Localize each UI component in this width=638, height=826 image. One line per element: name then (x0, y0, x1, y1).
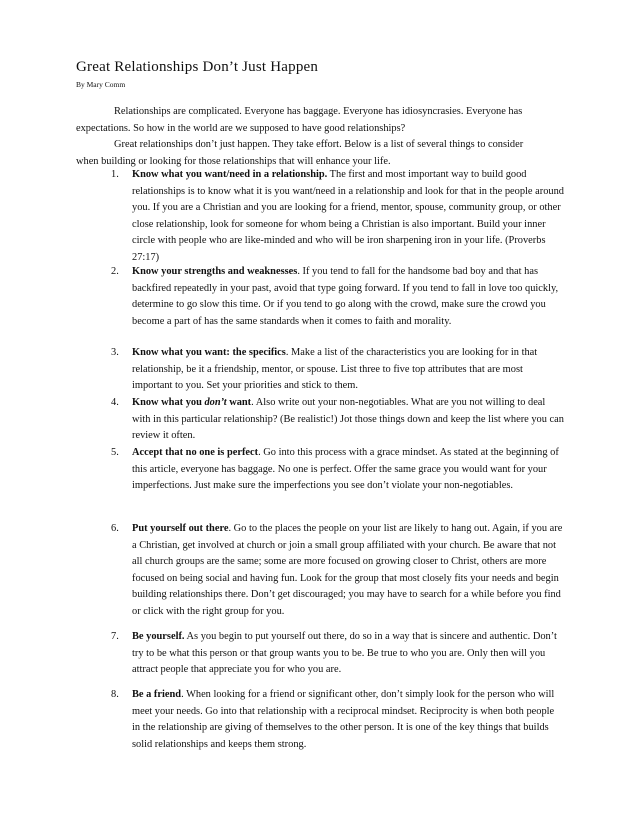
intro-paragraph-1: Relationships are complicated. Everyone has baggage. Everyone has idiosyncrasies. Everyone has expectations. So how in the world are we supposed to have good relationships? (76, 106, 523, 134)
item-heading-post: want (226, 397, 252, 408)
item-heading-pre: Know what you (132, 397, 205, 408)
item-body: . When looking for a friend or significant other, don’t simply look for the person who will meet your needs. Go into that relationship with a reciprocal mindset. Reciprocity is when both people in the relationship are giving of themselves to the other person. It is one of the key things that builds solid relationships and keeps them strong. (132, 689, 555, 750)
document-title: Great Relationships Don’t Just Happen (76, 59, 319, 75)
item-heading: Know your strengths and weaknesses (132, 266, 298, 277)
item-heading-emphasis: don’t (204, 397, 227, 408)
item-heading: Know what you want: the specifics (132, 347, 286, 358)
item-number: 3. (111, 347, 119, 358)
item-body: . If you tend to fall for the handsome bad boy and that has backfired repeatedly in your past, avoid that type going forward. If you tend to fall in love too quickly, determine to go slow this time. Or if you tend to go along with the crowd, make sure the crowd you become a part of has the same standards when it comes to faith and morality. (132, 266, 559, 327)
item-text (132, 521, 564, 620)
item-heading: Put yourself out there (132, 523, 229, 534)
item-heading: Know what you want/need in a relationship. (132, 169, 328, 180)
item-body: The first and most important way to build good relationships is to know what it is you want/need in a relationship and look for that in the people around you. If you are a Christian and you are looking for a friend, mentor, spouse, community group, or other close relationship, look for someone for whom being a Christian is also important. Build your inner circle with people who are like-minded and who will be iron sharpening iron in your life. (Proverbs 27:17) (132, 169, 564, 263)
item-heading: Accept that no one is perfect (132, 447, 259, 458)
item-body: As you begin to put yourself out there, do so in a way that is sincere and authentic. Don’t try to be what this person or that group wants you to be. Be true to who you are. Only then will you attract people that appreciate you for who you are. (132, 631, 557, 675)
item-text (132, 264, 564, 330)
item-number: 5. (111, 447, 119, 458)
item-body: . Go to the places the people on your list are likely to hang out. Again, if you are a Christian, get involved at church or join a small group affiliated with your church. Be aware that not all church groups are the same; some are more focused on growing closer to Christ, others are more focused on being social and having fun. Look for the group that most closely fits your needs and begin building relationships there. Don’t get discouraged; you may have to search for a while before you find or click with the right group for you. (132, 523, 563, 617)
item-number: 1. (111, 169, 119, 180)
item-number: 4. (111, 397, 119, 408)
item-body: . Make a list of the characteristics you are looking for in that relationship, be it a friendship, mentor, or spouse. List three to five top attributes that are most important to you. Set your priorities and stick to them. (132, 347, 538, 391)
item-text (132, 629, 564, 679)
item-heading: Be a friend (132, 689, 182, 700)
item-number: 2. (111, 266, 119, 277)
item-text (132, 345, 564, 395)
intro-paragraph-2: Great relationships don’t just happen. They take effort. Below is a list of several things to consider when building or looking for those relationships that will enhance your life. (76, 139, 524, 167)
item-body: . Also write out your non-negotiables. What are you not willing to deal with in this particular relationship? (Be realistic!) Jot those things down and keep the list where you can review it often. (132, 397, 564, 441)
item-number: 6. (111, 523, 119, 534)
item-text (132, 167, 564, 266)
item-heading: Be yourself. (132, 631, 185, 642)
intro (76, 104, 546, 170)
item-text (132, 445, 564, 495)
item-number: 7. (111, 631, 119, 642)
item-text (132, 395, 564, 445)
item-number: 8. (111, 689, 119, 700)
item-body: . Go into this process with a grace mindset. As stated at the beginning of this article, everyone has baggage. No one is perfect. Offer the same grace you would want for your imperfections. Just make sure the imperfections you see don’t violate your non-negotiables. (132, 447, 559, 491)
item-text (132, 687, 564, 753)
byline: By Mary Comm (76, 80, 126, 89)
